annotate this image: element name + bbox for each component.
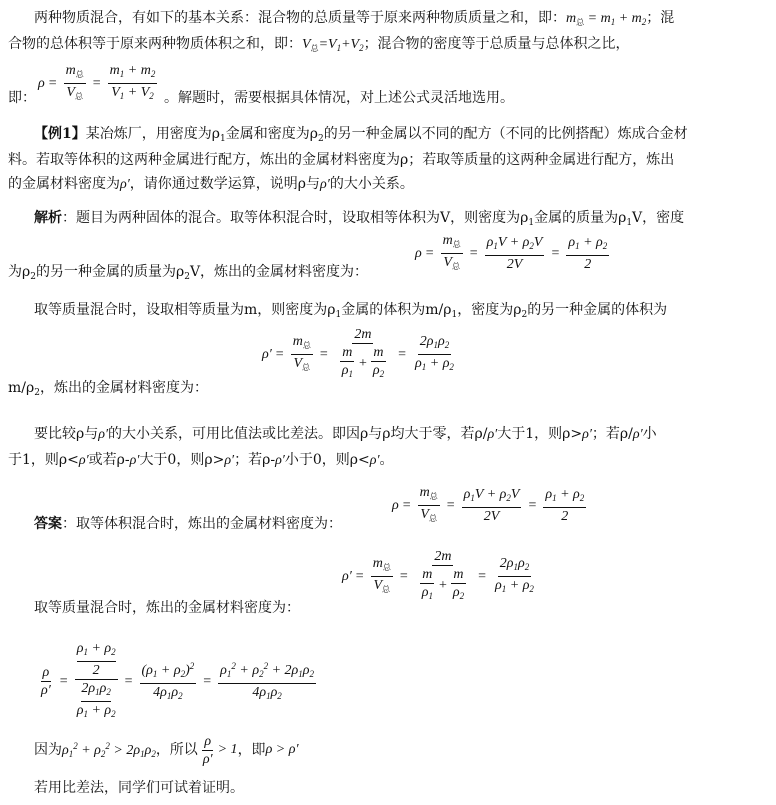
volume-sum-formula: $V_总=V_1+V_2$ bbox=[302, 37, 364, 53]
answer-last-line: 若用比差法，同学们可试着证明。 bbox=[34, 780, 244, 796]
analysis-equal-volume-formula: ρ = $\frac{m_总}{V_总}$ = $\frac{\rho_1V + \rho_2V}{2V}$ = $\frac{\rho_1 + \rho_2}{2}$ bbox=[415, 233, 608, 272]
answer-equal-volume-formula: ρ = $\frac{m_总}{V_总}$ = $\frac{\rho_1V + \rho_2V}{2V}$ = $\frac{\rho_1 + \rho_2}{2}$ bbox=[392, 485, 585, 524]
answer-ratio-formula: $\frac{\rho}{\rho'}$ = $\rho_1 + \rho_2$ 2 $2\rho_1\rho_2$ $\rho_1 + \rho_2$ = $\frac{(\rho_1 + \rho_2)^2}{4\rho_1\rho_2}$ = $\frac{\rho_1^2 + \rho_2^2 + 2\rho_1\rho_2}{4\rho_1\rho_2}$ bbox=[41, 641, 314, 719]
example-line-3: 的金属材料密度为ρ′，请你通过数学运算，说明ρ与ρ′的大小关系。 bbox=[8, 176, 414, 192]
example-line-2: 料。若取等体积的这两种金属进行配方，炼出的金属材料密度为ρ；若取等质量的这两种金属进行配方，炼出 bbox=[8, 152, 675, 168]
analysis-line-3: 取等质量混合时，设取相等质量为m，则密度为$\rho_1$金属的体积为$m/\rho_1$，密度为$\rho_2$的另一种金属的体积为 bbox=[34, 302, 668, 320]
analysis-line-1: 解析：题目为两种固体的混合。取等体积混合时，设取相等体积为V，则密度为$\rho_1$金属的质量为$\rho_1V$，密度 bbox=[34, 210, 685, 228]
analysis-line-4: $m/\rho_2$，炼出的金属材料密度为： bbox=[8, 380, 208, 398]
analysis-equal-mass-formula: ρ′ = $\frac{m_总}{V_总}$ = 2m $\frac{m}{\rho_1}$ + $\frac{m}{\rho_2}$ = $\frac{2\rho_1\rho_2}{\rho_1 + \rho_2}$ bbox=[262, 327, 454, 379]
answer-equal-mass-formula: ρ′ = $\frac{m_总}{V_总}$ = 2m $\frac{m}{\rho_1}$ + $\frac{m}{\rho_2}$ = $\frac{2\rho_1\rho_2}{\rho_1 + \rho_2}$ bbox=[342, 549, 534, 601]
example-line-1: 【例1】某冶炼厂，用密度为$\rho_1$金属和密度为$\rho_2$的另一种金属以不同的配方（不同的比例搭配）炼成合金材 bbox=[34, 126, 688, 144]
intro-line-3: 。解题时，需要根据具体情况，对上述公式灵活地选用。 bbox=[164, 90, 514, 106]
intro-line-3-prefix: 即： bbox=[8, 90, 36, 106]
analysis-line-5: 要比较ρ与ρ′的大小关系，可用比值法或比差法。即因ρ与ρ均大于零，若ρ/ρ′大于1，则ρ>ρ′；若ρ/ρ′小 bbox=[34, 426, 657, 442]
intro-line-2: 合物的总体积等于原来两种物质体积之和，即：$V_总=V_1+V_2$；混合物的密度等于总质量与总体积之比， bbox=[8, 36, 630, 53]
density-definition-formula: ρ = $\frac{m_总}{V_总}$ = $\frac{m_1 + m_2}{V_1 + V_2}$ bbox=[38, 63, 156, 101]
answer-line-1: 答案：取等体积混合时，炼出的金属材料密度为： bbox=[34, 516, 342, 532]
intro-line-1: 两种物质混合，有如下的基本关系：混合物的总质量等于原来两种物质质量之和，即：$m_总 = m_1 + m_2$；混 bbox=[34, 10, 675, 27]
analysis-line-2: 为$\rho_2$的另一种金属的质量为$\rho_2V$，炼出的金属材料密度为： bbox=[8, 264, 369, 282]
answer-conclusion: 因为 $\rho_1^2 + \rho_2^2 > 2\rho_1\rho_2$ ，所以 $\frac{\rho}{\rho'}$ > 1 ，即 ρ > ρ′ bbox=[34, 733, 299, 767]
mass-sum-formula: $m_总 = m_1 + m_2$ bbox=[566, 11, 647, 27]
answer-line-2: 取等质量混合时，炼出的金属材料密度为： bbox=[34, 600, 300, 616]
analysis-line-6: 于1，则ρ<ρ′或若ρ-ρ′大于0，则ρ>ρ′；若ρ-ρ′小于0，则ρ<ρ′。 bbox=[8, 452, 394, 468]
